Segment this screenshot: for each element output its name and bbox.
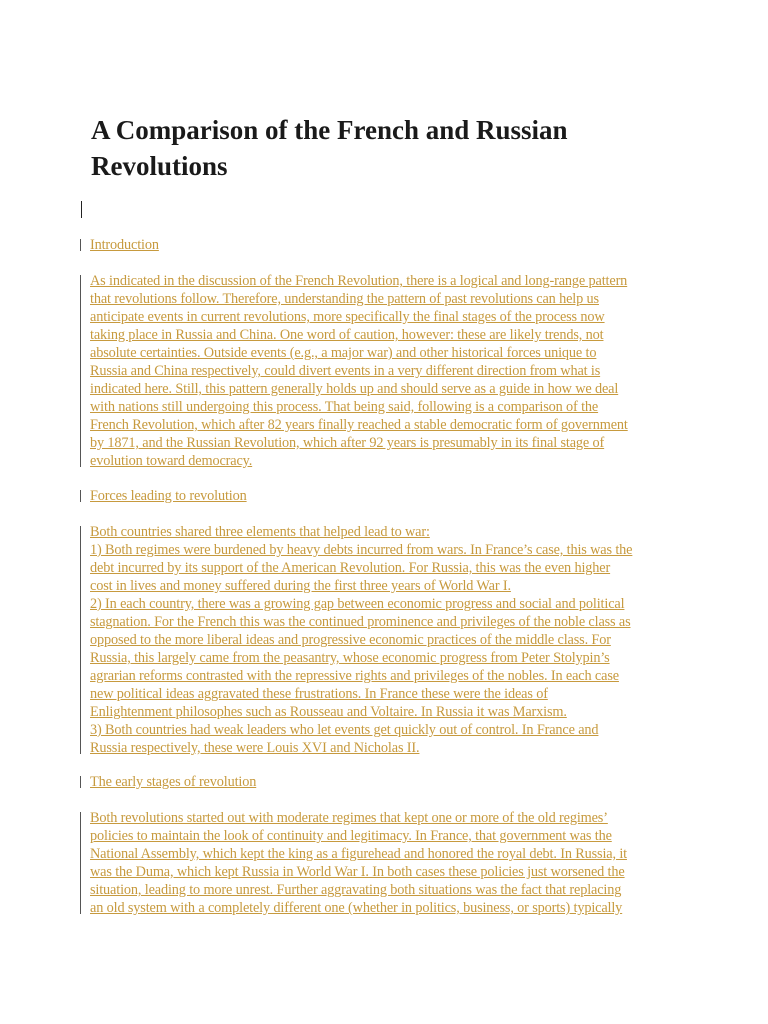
introduction-heading-block[interactable] (80, 236, 690, 254)
forces-paragraph-block[interactable] (80, 523, 690, 757)
early-stages-heading-link[interactable]: The early stages of revolution (90, 774, 257, 790)
text-cursor (81, 201, 82, 218)
block-bar (80, 490, 81, 502)
early-stages-paragraph-block[interactable] (80, 809, 690, 917)
title-line: A Comparison of the French and Russian (91, 115, 568, 145)
title-line: Revolutions (91, 151, 228, 181)
block-bar (80, 776, 81, 788)
forces-heading-link[interactable]: Forces leading to revolution (90, 488, 247, 504)
introduction-paragraph-block[interactable] (80, 272, 690, 470)
block-bar (80, 239, 81, 251)
document-title (91, 112, 691, 184)
page-fade (0, 917, 768, 1024)
introduction-heading-link[interactable]: Introduction (90, 237, 159, 253)
block-bar (80, 275, 81, 467)
introduction-paragraph-link[interactable]: As indicated in the discussion of the French Revolution, there is a logical and long-range pattern that revolutions follow. Therefore, understanding the pattern of past revolutions can help us anticipate events in current revolutions, more specifically the final stages of the process now taking place in Russia and China. One word of caution, however: these are likely trends, not absolute certainties. Outside events (e.g., a major war) and other historical forces unique to Russia and China respectively, could divert events in a very different direction from what is indicated here. Still, this pattern generally holds up and should serve as a guide in how we deal with nations still undergoing this process. That being said, following is a comparison of the French Revolution, which after 82 years finally reached a stable democratic form of government by 1871, and the Russian Revolution, which after 92 years is presumably in its final stage of evolution toward democracy. (90, 273, 628, 469)
block-bar (80, 812, 81, 914)
early-stages-heading-block[interactable] (80, 773, 690, 791)
block-bar (80, 526, 81, 754)
early-stages-paragraph-link[interactable]: Both revolutions started out with moderate regimes that kept one or more of the old regimes’ policies to maintain the look of continuity and legitimacy. In France, that government was the National Assembly, which kept the king as a figurehead and honored the royal debt. In Russia, it was the Duma, which kept Russia in World War I. In both cases these policies just worsened the situation, leading to more unrest. Further aggravating both situations was the fact that replacing an old system with a completely different one (whether in politics, business, or sports) typically (90, 810, 627, 916)
forces-heading-block[interactable] (80, 487, 690, 505)
forces-paragraph-link[interactable]: Both countries shared three elements that helped lead to war: 1) Both regimes were burdened by heavy debts incurred from wars. In France’s case, this was the debt incurred by its support of the American Revolution. For Russia, this was the even higher cost in lives and money suffered during the first three years of World War I. 2) In each country, there was a growing gap between economic progress and social and political stagnation. For the French this was the continued prominence and privileges of the noble class as opposed to the more liberal ideas and progressive economic practices of the middle class. For Russia, this largely came from the peasantry, whose economic progress from Peter Stolypin’s agrarian reforms contrasted with the repressive rights and privileges of the nobles. In each case new political ideas aggravated these frustrations. In France these were the ideas of Enlightenment philosophes such as Rousseau and Voltaire. In Russia it was Marxism. 3) Both countries had weak leaders who let events get quickly out of control. In France and Russia respectively, these were Louis XVI and Nicholas II. (90, 524, 633, 756)
